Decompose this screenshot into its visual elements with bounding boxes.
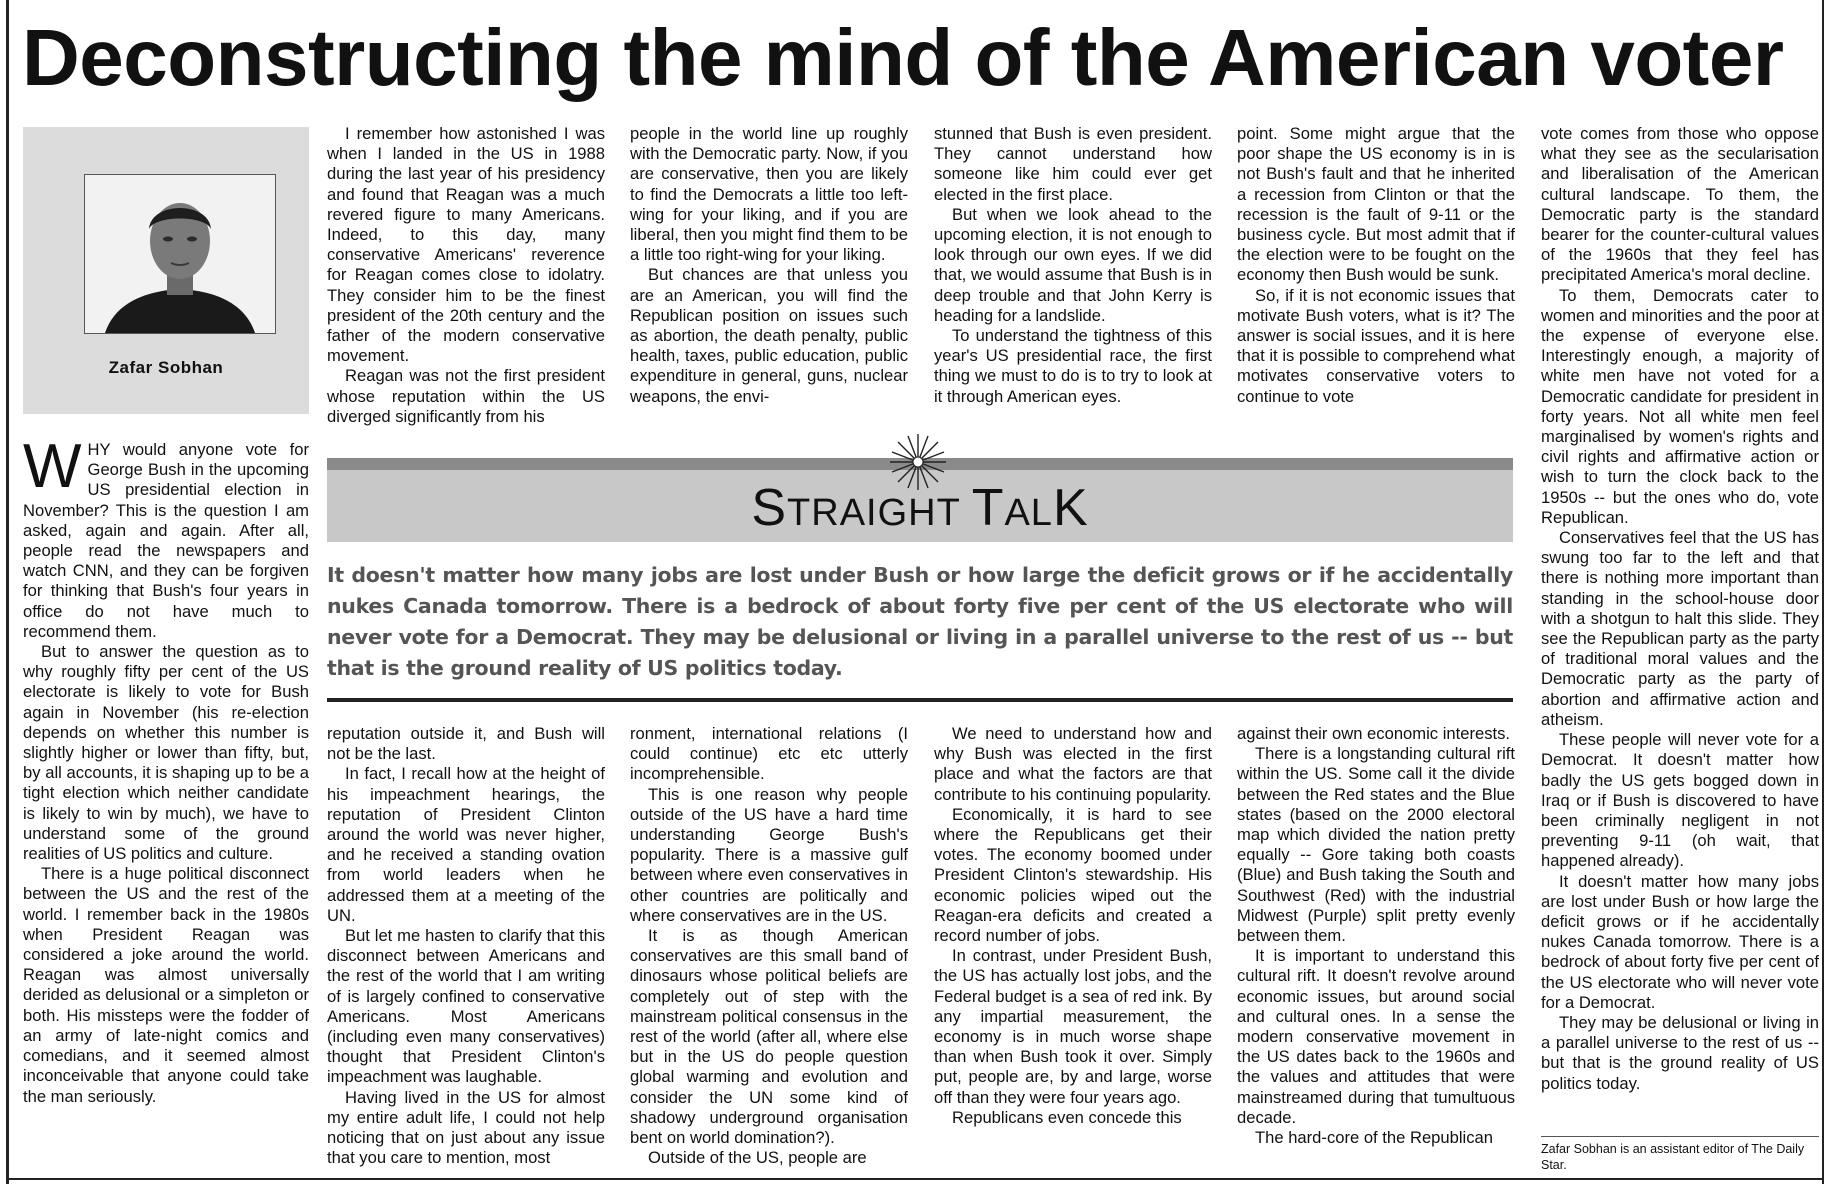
article-paragraph: In fact, I recall how at the height of his impeachment hearings, the reputation of President Clinton around the world was never higher, and he received a standing ovation from world leaders when he addressed them at a meeting of the UN. (327, 764, 605, 925)
article-paragraph: WHY would anyone vote for George Bush in the upcoming US presidential election in November? This is the question I am asked, again and again. After all, people read the newspapers and watch CNN, and they can be forgiven for thinking that Bush's four years in office do not have much to recommend them. (23, 440, 309, 641)
article-paragraph: I remember how astonished I was when I landed in the US in 1988 during the last year of his presidency and found that Reagan was a much revered figure to many Americans. Indeed, to this day, many conservative Americans' reverence for Reagan comes close to idolatry. They consider him to be the finest president of the 20th century and the father of the modern conservative movement. (327, 124, 605, 366)
author-photo (84, 174, 276, 334)
bottom-border-rule (6, 1178, 1824, 1180)
article-paragraph: It is important to understand this cultural rift. It doesn't revolve around economic issues, but around social and cultural ones. In a sense the modern conservative movement in the US dates back to the 1960s and the values and attitudes that were mainstreamed during that tumultuous decade. (1237, 946, 1515, 1127)
author-byline (23, 358, 309, 378)
article-paragraph: Conservatives feel that the US has swung too far to the left and that there is nothing more important than standing in the school-house door with a shotgun to halt this slide. They see the Republican party as the party of traditional moral values and the Democratic party as the party of abortion and affirmative action and atheism. (1541, 528, 1819, 729)
article-column-3-top (630, 124, 908, 430)
article-paragraph: It doesn't matter how many jobs are lost under Bush or how large the deficit grows or if he accidentally nukes Canada tomorrow. There is a bedrock of about forty five per cent of the US electorate who will never vote for a Democrat. (1541, 871, 1819, 1012)
article-paragraph: Having lived in the US for almost my entire adult life, I could not help noticing that on just about any issue that you care to mention, most (327, 1087, 605, 1168)
article-paragraph: It is as though American conservatives are this small band of dinosaurs whose political beliefs are completely out of step with the mainstream political consensus in the rest of the world (after all, where else but in the US do people question global warming and evolution and consider the UN some kind of shadowy underground organisation bent on world domination?). (630, 926, 908, 1148)
pull-quote: It doesn't matter how many jobs are lost under Bush or how large the deficit grows or if he accidentally nukes Canada tomorrow. There is a bedrock of about forty five per cent of the US electorate who will never vote for a Democrat. They may be delusional or living in a parallel universe to the rest of us -- but that is the ground reality of US politics today. (327, 563, 1513, 680)
article-paragraph: But to answer the question as to why roughly fifty per cent of the US electorate is likely to vote for Bush again in November (his re-election depends on whether this number is slightly higher or lower than fifty, but, by all accounts, it is shaping up to be a tight election which neither candidate is likely to win by much), we have to understand some of the ground realities of US politics and culture. (23, 642, 309, 864)
article-paragraph: people in the world line up roughly with the Democratic party. Now, if you are conservative, then you are likely to find the Democrats a little too left-wing for your liking, and if you are liberal, then you might find them to be a little too right-wing for your liking. (630, 124, 908, 265)
article-column-5-top (1237, 124, 1515, 430)
article-paragraph: There is a longstanding cultural rift within the US. Some call it the divide between the Red states and the Blue states (based on the 2000 electoral map which divided the nation pretty equally -- Gore taking both coasts (Blue) and Bush taking the South and Southwest (Red) with the industrial Midwest (Purple) split pretty evenly between them. (1237, 744, 1515, 946)
drop-cap: W (23, 440, 82, 501)
author-footnote: Zafar Sobhan is an assistant editor of The Daily Star. (1541, 1136, 1819, 1173)
section-title: STRAIGHT TALK (751, 479, 1089, 537)
article-paragraph: So, if it is not economic issues that motivate Bush voters, what is it? The answer is social issues, and it is here that it is possible to comprehend what motivates conservative voters to continue to vote (1237, 285, 1515, 406)
article-paragraph: Reagan was not the first president whose reputation within the US diverged significantly from his (327, 366, 605, 426)
article-column-4-top (934, 124, 1212, 430)
article-column-1 (23, 440, 309, 1178)
right-border-rule (1822, 0, 1824, 1184)
article-paragraph: There is a huge political disconnect between the US and the rest of the world. I remember back in the 1980s when President Reagan was considered a joke around the world. Reagan was almost universally derided as delusional or a simpleton or both. His missteps were the fodder of an army of late-night comics and comedians, and it seemed almost inconceivable that anyone could take the man seriously. (23, 864, 309, 1106)
article-paragraph: vote comes from those who oppose what they see as the secularisation and liberalisation of the American cultural landscape. To them, the Democratic party is the standard bearer for the counter-cultural values of the 1960s that they feel has precipitated America's moral decline. (1541, 124, 1819, 285)
article-paragraph: But when we look ahead to the upcoming election, it is not enough to look through our own eyes. If we did that, we would assume that Bush is in deep trouble and that John Kerry is heading for a landslide. (934, 204, 1212, 325)
article-paragraph: Republicans even concede this (952, 1107, 1182, 1127)
article-paragraph: These people will never vote for a Democrat. It doesn't matter how badly the US gets bogged down in Iraq or if Bush is discovered to have been criminally negligent in not preventing 9-11 (oh wait, that happened already). (1541, 730, 1819, 871)
author-first-name: Zafar (108, 358, 153, 377)
left-border-rule (6, 0, 9, 1184)
article-paragraph: We need to understand how and why Bush was elected in the first place and what the factors are that contribute to his continuing popularity. (934, 724, 1212, 804)
article-column-5-bottom (1237, 724, 1515, 1178)
article-paragraph: This is one reason why people outside of the US have a hard time understanding George Bush's popularity. There is a massive gulf between where even conservatives in other countries are politically and where conservatives are in the US. (630, 784, 908, 925)
article-paragraph: They may be delusional or living in a parallel universe to the rest of us -- but that is the ground reality of US politics today. (1541, 1012, 1819, 1093)
article-paragraph: The hard-core of the Republican (1255, 1128, 1493, 1148)
article-column-6 (1541, 124, 1819, 1129)
article-paragraph: against their own economic interests. (1237, 724, 1511, 743)
article-paragraph: stunned that Bush is even president. They cannot understand how someone like him could ever get elected in the first place. (934, 124, 1212, 204)
article-paragraph: ronment, international relations (I could continue) etc etc utterly incomprehensible. (630, 724, 908, 784)
article-paragraph: In contrast, under President Bush, the US has actually lost jobs, and the Federal budget is a sea of red ink. By any impartial measurement, the economy is in much worse shape than when Bush took it over. Simply put, people are, by and large, worse off than they were four years ago. (934, 946, 1212, 1107)
article-paragraph: point. Some might argue that the poor shape the US economy is in is not Bush's fault and that he inherited a recession from Clinton or that the recession is the fault of 9-11 or the business cycle. But most admit that if the election were to be fought on the economy then Bush would be sunk. (1237, 124, 1515, 285)
article-column-2-top (327, 124, 605, 430)
author-last-name: Sobhan (157, 358, 224, 377)
author-portrait-icon (85, 175, 275, 333)
article-paragraph: Outside of the US, people are (648, 1148, 867, 1168)
article-paragraph: But chances are that unless you are an American, you will find the Republican position on issues such as abortion, the death penalty, public health, taxes, public education, public expenditure in general, guns, nuclear weapons, the envi- (630, 265, 908, 406)
article-column-4-bottom (934, 724, 1212, 1178)
article-paragraph: To them, Democrats cater to women and minorities and the poor at the expense of everyone else. Interestingly enough, a majority of white men have not voted for a Democratic candidate for president in forty years. Not all white men feel marginalised by women's rights and civil rights and affirmative action or wish to turn the clock back to the 1950s -- but the ones who do, vote Republican. (1541, 285, 1819, 527)
article-paragraph: Economically, it is hard to see where the Republicans get their votes. The economy boomed under President Clinton's stewardship. His economic policies wiped out the Reagan-era deficits and created a record number of jobs. (934, 804, 1212, 946)
article-column-2-bottom (327, 724, 605, 1178)
pull-quote-rule (327, 698, 1513, 702)
article-paragraph: To understand the tightness of this year's US presidential race, the first thing we must to do is to try to look at it through American eyes. (934, 326, 1212, 406)
headline: Deconstructing the mind of the American voter (22, 13, 1784, 102)
article-paragraph: reputation outside it, and Bush will not be the last. (327, 724, 605, 764)
article-column-3-bottom (630, 724, 908, 1178)
article-paragraph: But let me hasten to clarify that this disconnect between Americans and the rest of the world that I am writing of is largely confined to conservative Americans. Most Americans (including even many conservatives) thought that President Clinton's impeachment was laughable. (327, 926, 605, 1087)
